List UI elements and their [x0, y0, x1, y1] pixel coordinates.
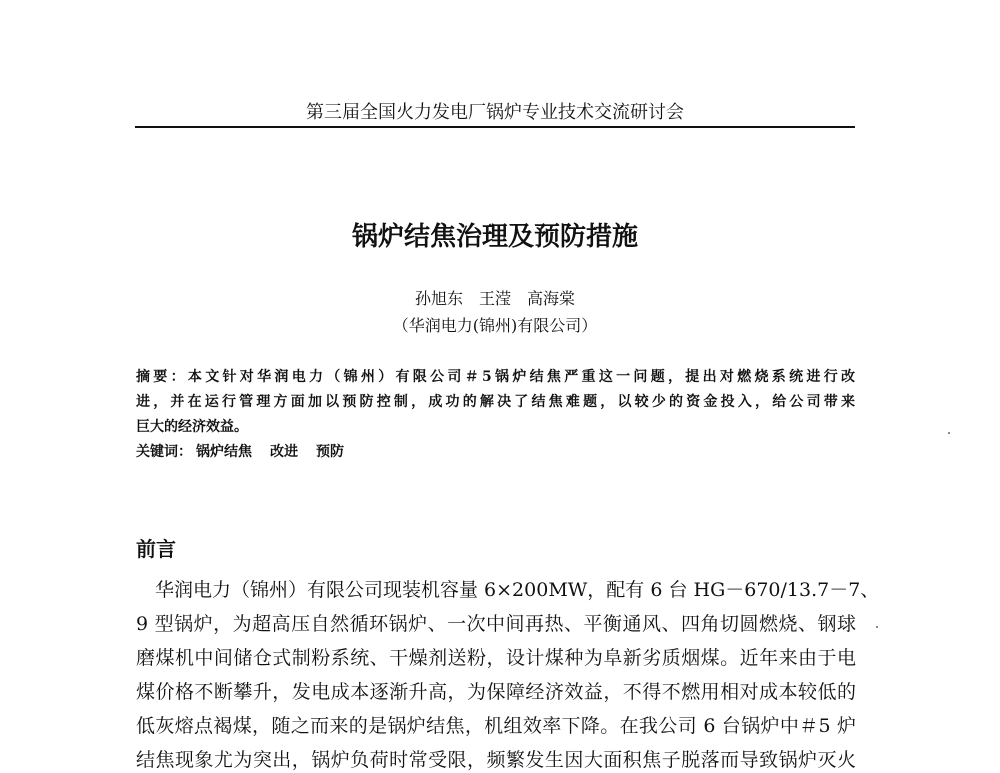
affiliation: （华润电力(锦州)有限公司）	[392, 316, 598, 335]
abstract-line: 进，并在运行管理方面加以预防控制，成功的解决了结焦难题，以较少的资金投入，给公司带来	[136, 394, 855, 410]
abstract-text: 本文针对华润电力（锦州）有限公司＃5锅炉结焦严重这一问题，提出对燃烧系统进行改	[187, 369, 855, 385]
body-line: 结焦现象尤为突出，锅炉负荷时常受限，频繁发生因大面积焦子脱落而导致锅炉灭火	[136, 749, 856, 771]
body-line: 煤价格不断攀升，发电成本逐渐升高，为保障经济效益，不得不燃用相对成本较低的	[136, 681, 856, 703]
abstract-line	[136, 367, 855, 387]
abstract-line: 巨大的经济效益。	[136, 419, 248, 435]
header-rule	[135, 126, 855, 128]
keywords	[136, 442, 855, 462]
authors: 孙旭东 王滢 高海棠	[414, 289, 575, 308]
paper-title: 锅炉结焦治理及预防措施	[351, 222, 638, 252]
abstract-label: 摘要：	[136, 369, 188, 385]
body-line: 低灰熔点褐煤，随之而来的是锅炉结焦，机组效率下降。在我公司 6 台锅炉中＃5 炉	[136, 715, 856, 737]
body-line: 华润电力（锦州）有限公司现装机容量 6×200MW，配有 6 台 HG－670/13.7－7、	[136, 579, 880, 601]
keywords-label: 关键词：	[136, 444, 192, 460]
scan-speck	[948, 432, 950, 434]
body-line: 9 型锅炉，为超高压自然循环锅炉、一次中间再热、平衡通风、四角切圆燃烧、钢球	[136, 613, 856, 635]
section-heading: 前言	[136, 537, 176, 561]
keyword: 预防	[316, 444, 344, 460]
scan-speck	[876, 626, 878, 628]
keyword: 锅炉结焦	[196, 444, 252, 460]
keyword: 改进	[270, 444, 298, 460]
body-line: 磨煤机中间储仓式制粉系统、干燥剂送粉，设计煤种为阜新劣质烟煤。近年来由于电	[136, 647, 856, 669]
running-header: 第三届全国火力发电厂锅炉专业技术交流研讨会	[306, 102, 684, 123]
